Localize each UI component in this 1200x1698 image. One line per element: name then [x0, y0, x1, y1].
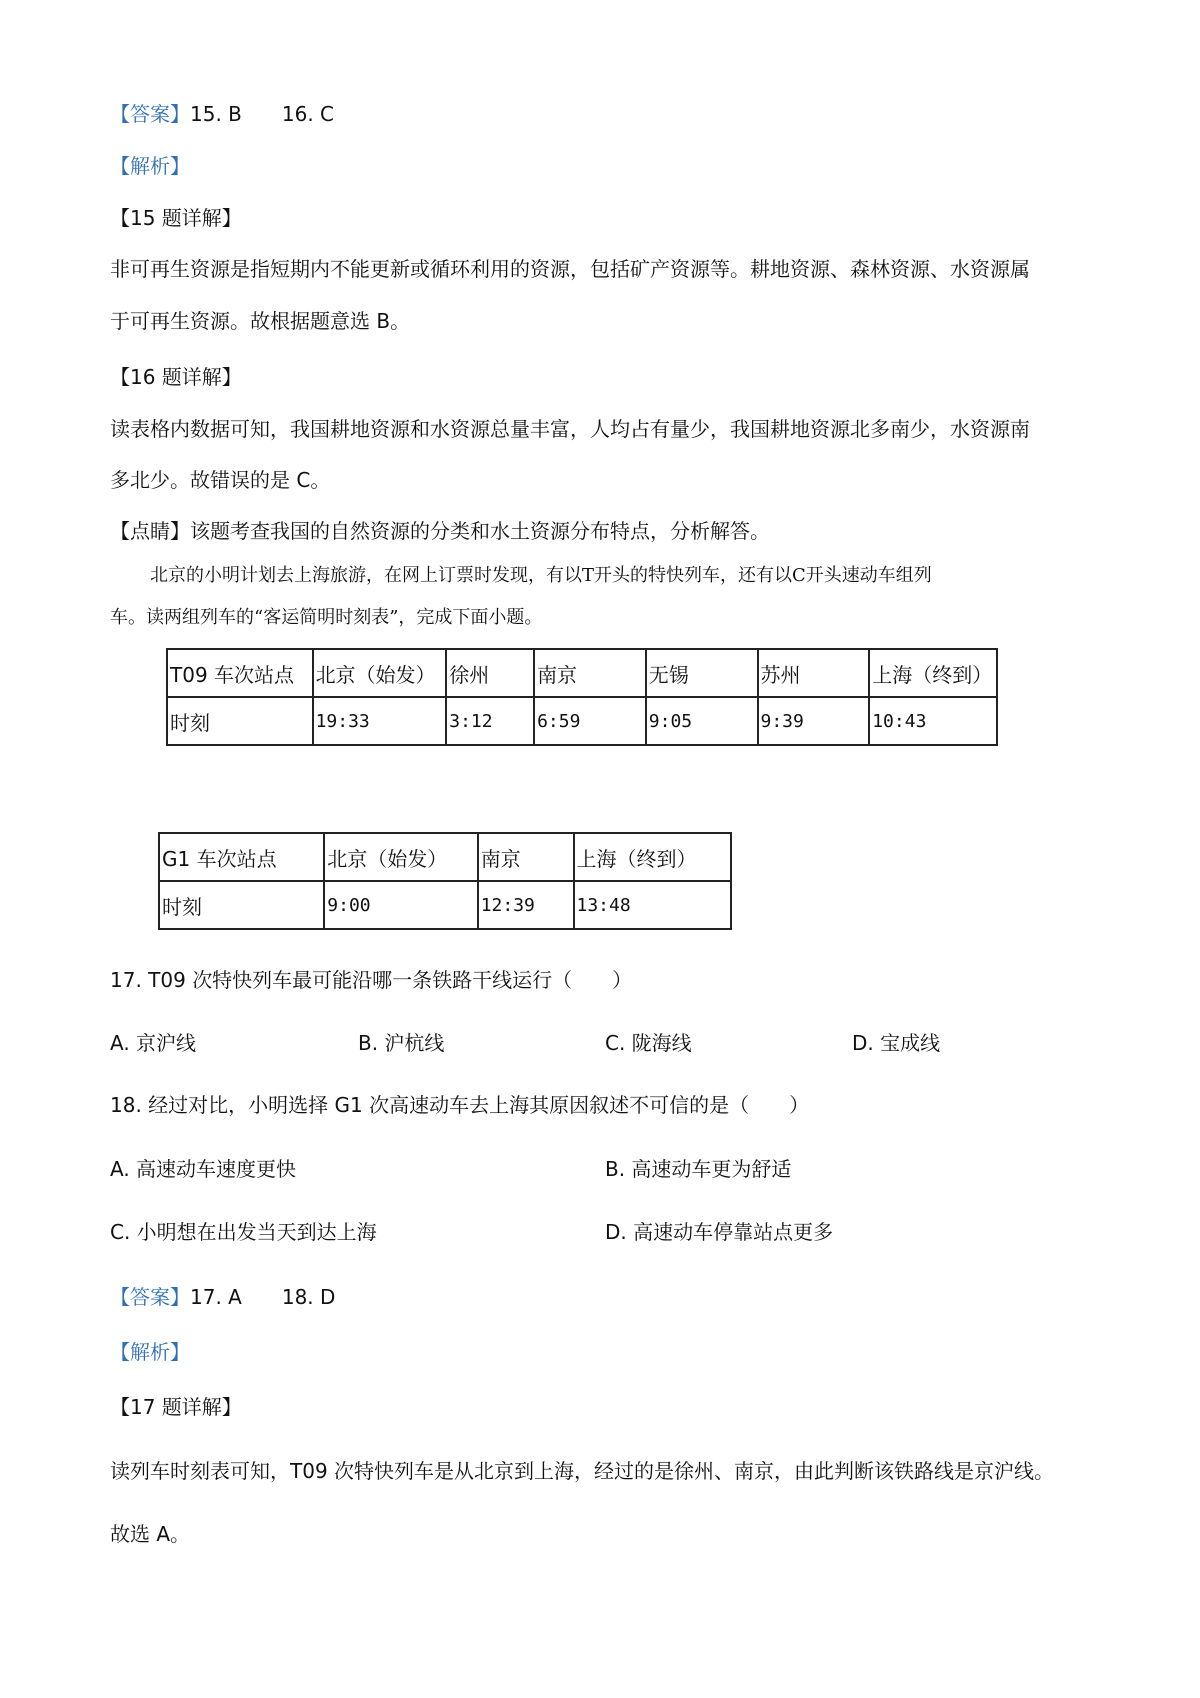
- analysis-label: 【解析】: [110, 1340, 190, 1364]
- q17-option-a: A. 京沪线: [110, 1031, 197, 1055]
- table-cell: 9:39: [758, 697, 870, 745]
- detail-16-line2: 多北少。故错误的是 C。: [110, 468, 331, 492]
- answer-line-15-16: [110, 100, 334, 128]
- table-cell: 9:00: [324, 881, 477, 929]
- q17-option-c: C. 陇海线: [605, 1031, 692, 1055]
- q18-option-d: D. 高速动车停靠站点更多: [605, 1220, 834, 1244]
- table-cell: 北京（始发）: [313, 649, 447, 697]
- detail-17-line1: 读列车时刻表可知，T09 次特快列车是从北京到上海，经过的是徐州、南京，由此判断该铁路线是京沪线。: [110, 1459, 1055, 1483]
- q18-option-b: B. 高速动车更为舒适: [605, 1157, 792, 1181]
- table-cell: 苏州: [758, 649, 870, 697]
- detail-17-line2: 故选 A。: [110, 1522, 191, 1546]
- detail-16-title: 【16 题详解】: [110, 365, 242, 389]
- answer-18: 18. D: [281, 1285, 336, 1309]
- table-cell: 南京: [534, 649, 646, 697]
- intro-line1: 北京的小明计划去上海旅游，在网上订票时发现，有以T开头的特快列车，还有以C开头速动车组列: [150, 565, 932, 586]
- timetable-g1: [158, 832, 732, 930]
- question-18-stem: 18. 经过对比，小明选择 G1 次高速动车去上海其原因叙述不可信的是（ ）: [110, 1093, 810, 1117]
- table-cell: 南京: [478, 833, 574, 881]
- table-cell: 上海（终到）: [869, 649, 997, 697]
- analysis-label: 【解析】: [110, 154, 190, 178]
- detail-17-title: 【17 题详解】: [110, 1395, 242, 1419]
- table-cell: 6:59: [534, 697, 646, 745]
- table-cell: 北京（始发）: [324, 833, 477, 881]
- q18-option-c: C. 小明想在出发当天到达上海: [110, 1220, 377, 1244]
- table-cell: 13:48: [574, 881, 732, 929]
- detail-15-line1: 非可再生资源是指短期内不能更新或循环利用的资源，包括矿产资源等。耕地资源、森林资源、水资源属: [110, 257, 1030, 281]
- timetable-t09: [166, 648, 998, 746]
- table-cell: 12:39: [478, 881, 574, 929]
- question-17-stem: 17. T09 次特快列车最可能沿哪一条铁路干线运行（ ）: [110, 968, 633, 992]
- q18-option-a: A. 高速动车速度更快: [110, 1157, 297, 1181]
- table-cell: 时刻: [167, 697, 313, 745]
- table-cell: 徐州: [446, 649, 534, 697]
- table-cell: 时刻: [159, 881, 324, 929]
- table-cell: 9:05: [646, 697, 758, 745]
- q17-option-b: B. 沪杭线: [358, 1031, 445, 1055]
- answer-label: 【答案】: [110, 1285, 190, 1309]
- table-row: [159, 881, 731, 929]
- table-cell: 无锡: [646, 649, 758, 697]
- detail-15-line2: 于可再生资源。故根据题意选 B。: [110, 309, 411, 333]
- answer-line-17-18: [110, 1283, 335, 1311]
- detail-15-title: 【15 题详解】: [110, 206, 242, 230]
- table-cell: 19:33: [313, 697, 447, 745]
- answer-label: 【答案】: [110, 102, 190, 126]
- table-row: [167, 697, 997, 745]
- detail-16-line1: 读表格内数据可知，我国耕地资源和水资源总量丰富，人均占有量少，我国耕地资源北多南少，水资源南: [110, 417, 1030, 441]
- q17-option-d: D. 宝成线: [852, 1031, 941, 1055]
- point-note: 【点睛】该题考查我国的自然资源的分类和水土资源分布特点，分析解答。: [110, 519, 770, 543]
- answer-15: 15. B: [190, 102, 242, 126]
- table-cell: 3:12: [446, 697, 534, 745]
- table-row: [167, 649, 997, 697]
- table-row: [159, 833, 731, 881]
- table-cell: G1 车次站点: [159, 833, 324, 881]
- intro-line2: 车。读两组列车的“客运简明时刻表”，完成下面小题。: [110, 607, 543, 628]
- answer-16: 16. C: [281, 102, 335, 126]
- answer-17: 17. A: [190, 1285, 242, 1309]
- table-cell: 上海（终到）: [574, 833, 732, 881]
- table-cell: T09 车次站点: [167, 649, 313, 697]
- table-cell: 10:43: [869, 697, 997, 745]
